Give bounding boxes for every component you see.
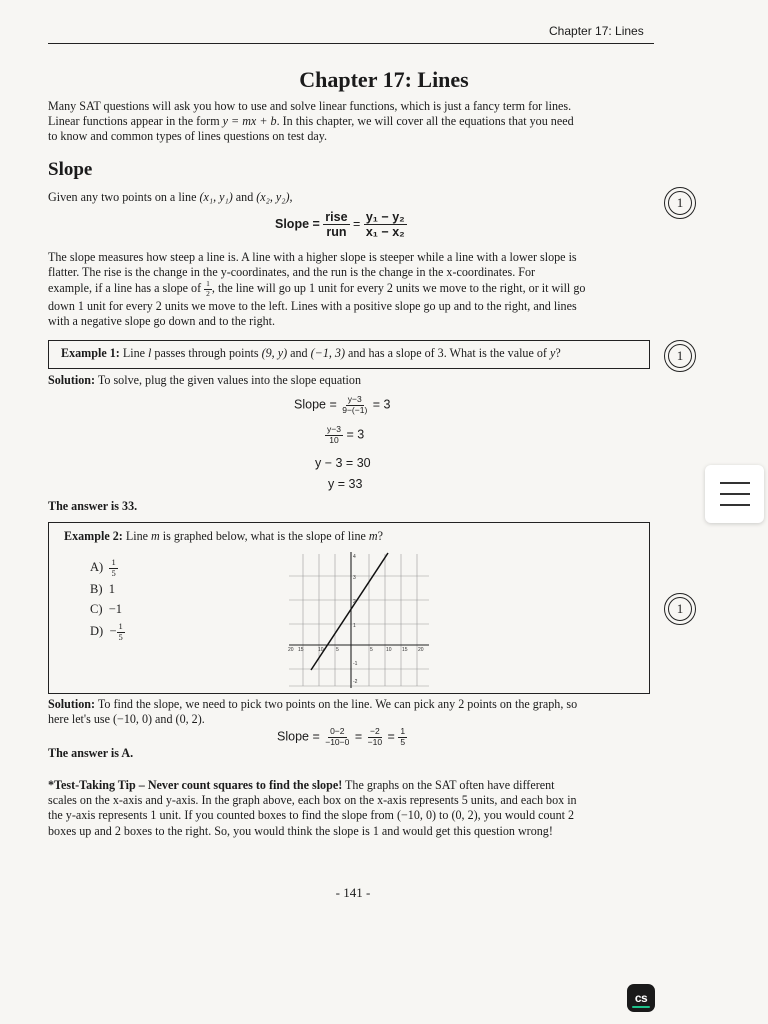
x-tick-label: 5 — [370, 647, 373, 653]
example-1-question: Example 1: Line l passes through points (9, y) and (−1, 3) and has a slope of 3. What is the value of y? — [61, 346, 561, 360]
coordinate-difference-fraction: $\frac{\text{y₁ − y₂}}{\text{x₁ − x₂}}$ — [365, 210, 405, 240]
y-tick-label: 3 — [353, 575, 356, 581]
choice-a: A) $\frac{1}{5}$ — [90, 557, 116, 578]
example-2-answer: The answer is A. — [48, 746, 134, 760]
y-tick-label: 4 — [353, 554, 356, 560]
slope-text-line: down 1 unit for every 2 units we move to the left. Lines with a positive slope go up and to the right, and lines — [48, 298, 577, 313]
choice-d: D) − $\frac{1}{5}$ — [90, 621, 123, 642]
choice-c: C) −1 — [90, 602, 123, 616]
camscanner-logo[interactable]: cs — [627, 984, 655, 1012]
slope-formula: Slope = $\frac{\text{rise}}{\text{run}}$ = $\frac{\text{y₁ − y₂}}{\text{x₁ − x₂}}$ — [275, 210, 405, 240]
rise-over-run-fraction: $\frac{\text{rise}}{\text{run}}$ — [325, 210, 348, 240]
slope-explanation-paragraph — [48, 250, 656, 329]
circled-number-badge: 1 — [664, 593, 696, 625]
test-taking-tip: *Test-Taking Tip – Never count squares to find the slope! The graphs on the SAT often have different scales on the x-axis and y-axis. In the graph above, each box on the x-axis represents 5 units, and each box in the y-axis represents 1 unit. If you counted boxes to find the slope from (−10, 0) to (0, 2), you would count 2 boxes up and 2 boxes to the right. So, you would think the slope is 1 and would get this question wrong! — [48, 778, 577, 838]
half-fraction: $\frac{1}{2}$ — [206, 279, 210, 299]
circled-number-badge: 1 — [664, 187, 696, 219]
chapter-title: Chapter 17: Lines — [299, 67, 469, 92]
line-m-graph — [285, 550, 433, 690]
slope-heading: Slope — [48, 159, 93, 180]
x-tick-label: 20 — [418, 647, 424, 653]
running-header: Chapter 17: Lines — [549, 24, 644, 38]
slope-text-line: flatter. The rise is the change in the y-coordinates, and the run is the change in the x-coordinates. For — [48, 265, 536, 280]
example-1-step-4: y = 33 — [328, 477, 363, 491]
menu-icon-bar — [720, 493, 750, 495]
example-1-step-3: y − 3 = 30 — [315, 456, 371, 470]
example-1-solution: Solution: To solve, plug the given values into the slope equation — [48, 373, 362, 387]
x-tick-label: 10 — [386, 647, 392, 653]
x-tick-label: 15 — [402, 647, 408, 653]
y-tick-label: -2 — [353, 679, 358, 685]
circled-number-badge: 1 — [664, 340, 696, 372]
example-1-step-1: Slope = $\frac{y-3}{9-(-1)}$ = 3 — [294, 394, 391, 415]
menu-button[interactable] — [705, 465, 764, 523]
intro-line-2: Linear functions appear in the form y = mx + b. In this chapter, we will cover all the equations that you need — [48, 114, 574, 129]
intro-line-1: Many SAT questions will ask you how to use and solve linear functions, which is just a fancy term for lines. — [48, 99, 572, 113]
linear-form-equation: y = mx + b — [222, 114, 277, 129]
page-number: - 141 - — [335, 885, 371, 900]
choice-b: B) 1 — [90, 582, 115, 596]
example-1-step-2: $\frac{y-3}{10}$ = 3 — [327, 424, 365, 445]
slope-text-line: The slope measures how steep a line is. A line with a higher slope is steeper while a line with a lower slope is — [48, 250, 577, 264]
y-tick-label: 2 — [353, 599, 356, 605]
intro-paragraph — [48, 99, 656, 145]
header-rule — [48, 43, 654, 44]
example-2-slope-calc: Slope = $\frac{0-2}{-10-0}$ = $\frac{-2}{-10}$ = $\frac{1}{5}$ — [277, 726, 406, 747]
x-tick-label: 15 — [298, 647, 304, 653]
example-1-answer: The answer is 33. — [48, 499, 138, 513]
example-1-box — [48, 340, 650, 369]
x-tick-label: 20 — [288, 647, 294, 653]
example-2-question: Example 2: Line m is graphed below, what is the slope of line m? — [64, 529, 383, 543]
graph-grid — [289, 554, 429, 686]
menu-icon-bar — [720, 482, 750, 484]
y-tick-label: 1 — [353, 623, 356, 629]
x-tick-label: 5 — [336, 647, 339, 653]
intro-line-3: to know and common types of lines questions on test day. — [48, 129, 328, 144]
y-tick-label: -1 — [353, 661, 358, 667]
camscanner-logo-bar — [632, 1006, 650, 1008]
x-tick-label: 10 — [318, 647, 324, 653]
slope-given-line: Given any two points on a line (x₁, y₁) and (x₂, y₂), — [48, 190, 293, 204]
menu-icon-bar — [720, 504, 750, 506]
slope-text-line: example, if a line has a slope of $\frac{1}{2}$ , the line will go up 1 unit for every 2 units we move to the right, or it will go — [48, 279, 586, 299]
example-2-solution: Solution: To find the slope, we need to pick two points on the line. We can pick any 2 points on the graph, so here let's use (−10, 0) and (0, 2). — [48, 697, 578, 727]
slope-text-line: with a negative slope go down and to the right. — [48, 313, 276, 328]
